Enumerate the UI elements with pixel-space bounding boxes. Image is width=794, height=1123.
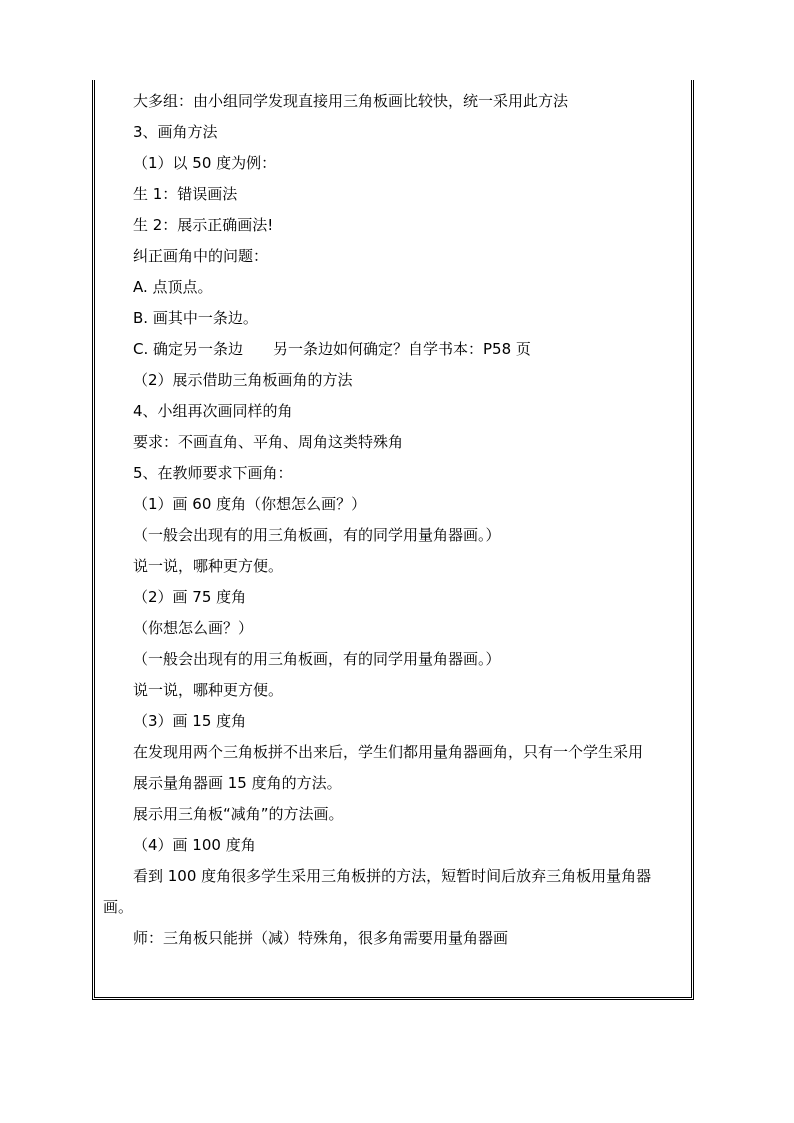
text-line: 画。 bbox=[103, 898, 134, 916]
text-line: 要求：不画直角、平角、周角这类特殊角 bbox=[133, 433, 404, 451]
text-line: （一般会出现有的用三角板画，有的同学用量角器画。） bbox=[133, 526, 501, 544]
text-line: 生 2：展示正确画法! bbox=[133, 216, 274, 234]
text-line: （4）画 100 度角 bbox=[133, 836, 256, 854]
text-line: 看到 100 度角很多学生采用三角板拼的方法，短暂时间后放弃三角板用量角器 bbox=[133, 867, 652, 885]
text-line: （2）画 75 度角 bbox=[133, 588, 247, 606]
list-item: B. 画其中一条边。 bbox=[133, 309, 258, 327]
text-line: （2）展示借助三角板画角的方法 bbox=[133, 371, 353, 389]
text-line: 大多组：由小组同学发现直接用三角板画比较快，统一采用此方法 bbox=[133, 92, 569, 110]
text-line: 师：三角板只能拼（减）特殊角，很多角需要用量角器画 bbox=[133, 929, 509, 947]
text-line: 在发现用两个三角板拼不出来后，学生们都用量角器画角，只有一个学生采用 bbox=[133, 743, 644, 761]
document-body bbox=[103, 86, 681, 954]
text-line: （3）画 15 度角 bbox=[133, 712, 247, 730]
text-line: 说一说，哪种更方便。 bbox=[133, 681, 284, 699]
list-item: C. 确定另一条边 另一条边如何确定？自学书本：P58 页 bbox=[133, 340, 531, 358]
text-line: （1）以 50 度为例： bbox=[133, 154, 277, 172]
section-heading: 3、画角方法 bbox=[133, 123, 218, 141]
section-heading: 4、小组再次画同样的角 bbox=[133, 402, 293, 420]
list-item: A. 点顶点。 bbox=[133, 278, 213, 296]
text-line: 说一说，哪种更方便。 bbox=[133, 557, 284, 575]
text-line: 展示量角器画 15 度角的方法。 bbox=[133, 774, 342, 792]
text-line: 展示用三角板“减角”的方法画。 bbox=[133, 805, 344, 823]
text-line: （你想怎么画？） bbox=[133, 619, 254, 637]
section-heading: 5、在教师要求下画角： bbox=[133, 464, 293, 482]
text-line: 纠正画角中的问题： bbox=[133, 247, 269, 265]
text-line: （一般会出现有的用三角板画，有的同学用量角器画。） bbox=[133, 650, 501, 668]
text-line: 生 1：错误画法 bbox=[133, 185, 238, 203]
text-line: （1）画 60 度角（你想怎么画？） bbox=[133, 495, 367, 513]
